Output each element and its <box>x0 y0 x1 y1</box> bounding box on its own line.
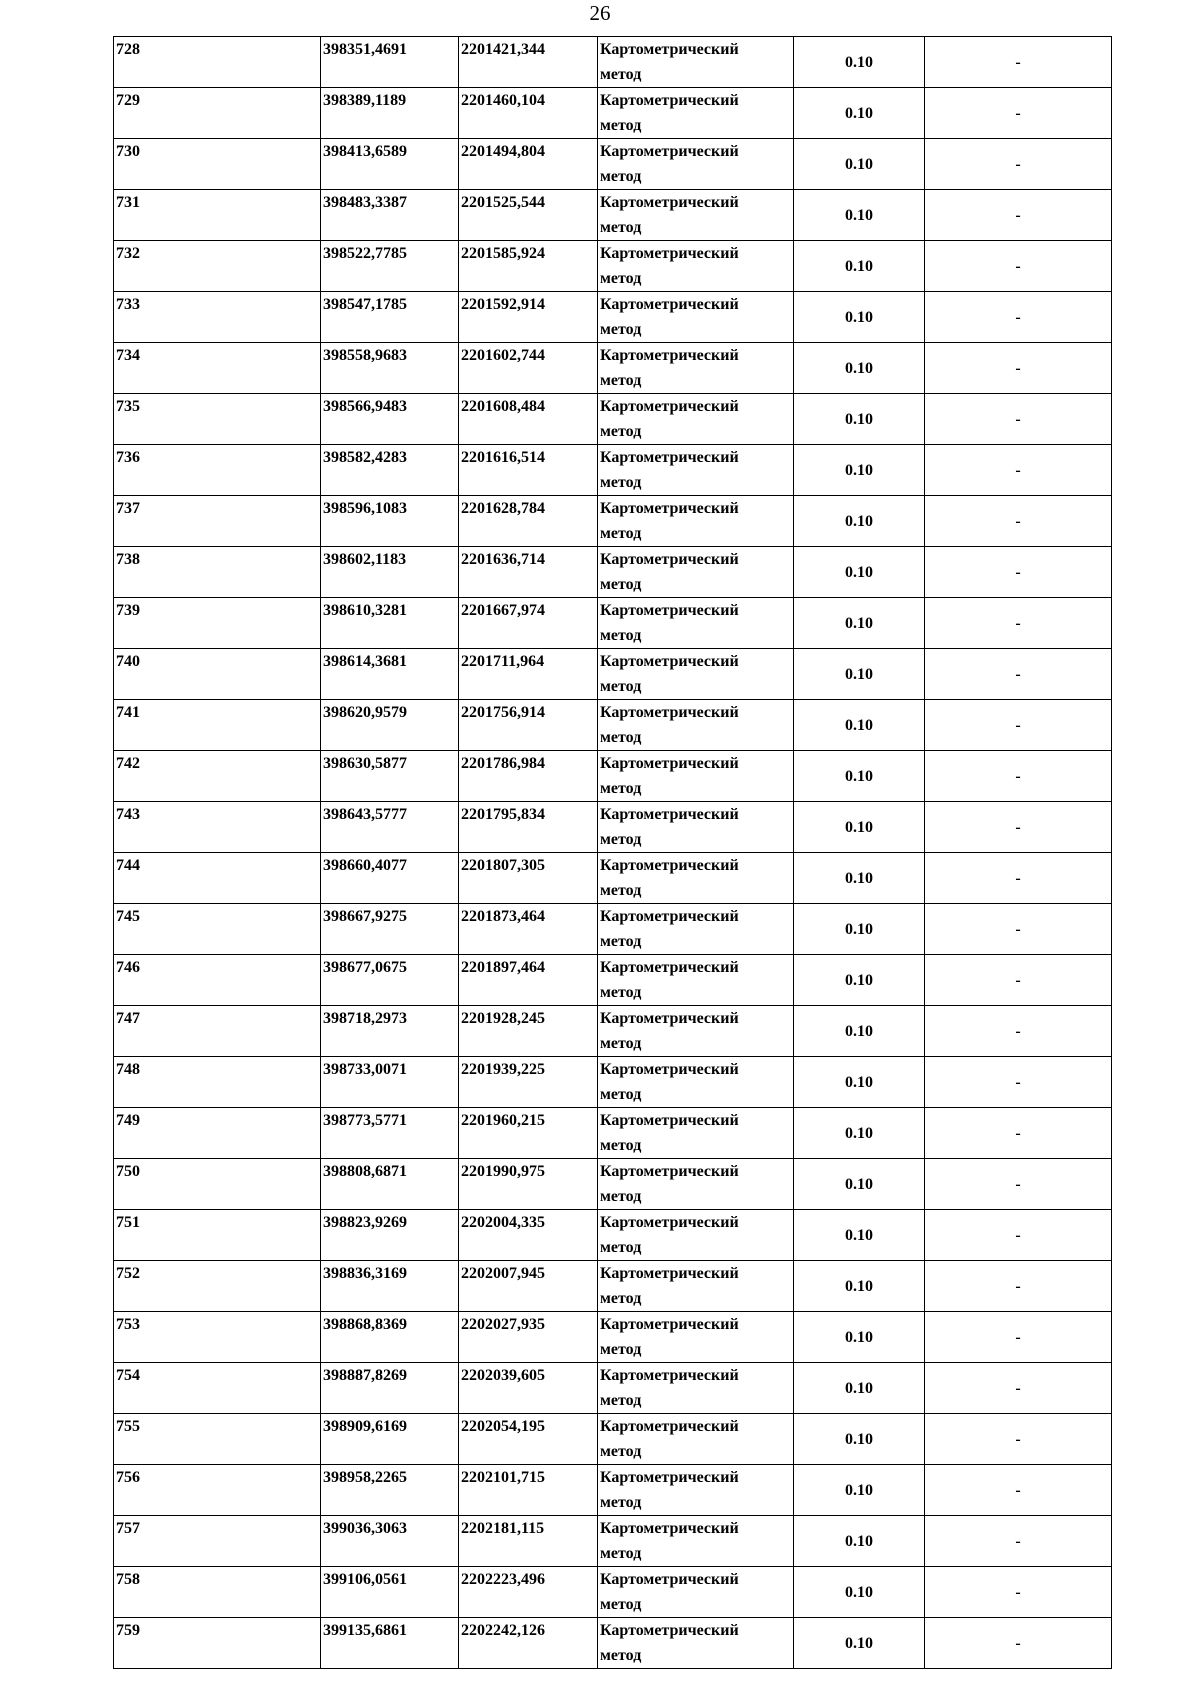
point-number-cell: 741 <box>114 700 321 751</box>
note-cell: - <box>925 343 1112 394</box>
method-cell <box>598 139 794 190</box>
accuracy-cell: 0.10 <box>794 751 925 802</box>
accuracy-cell: 0.10 <box>794 1159 925 1210</box>
table-row <box>114 241 1112 292</box>
point-number-cell: 735 <box>114 394 321 445</box>
y-coordinate-cell: 2201795,834 <box>459 802 598 853</box>
method-line-1: Картометрический <box>600 398 739 415</box>
method-line-2: метод <box>600 1188 642 1205</box>
y-coordinate-cell: 2201421,344 <box>459 37 598 88</box>
x-coordinate-cell: 398610,3281 <box>321 598 459 649</box>
method-line-2: метод <box>600 780 642 797</box>
method-line-1: Картометрический <box>600 806 739 823</box>
method-cell <box>598 1414 794 1465</box>
x-coordinate-cell: 398620,9579 <box>321 700 459 751</box>
accuracy-cell: 0.10 <box>794 1312 925 1363</box>
method-line-2: метод <box>600 372 642 389</box>
method-line-1: Картометрический <box>600 959 739 976</box>
note-cell: - <box>925 139 1112 190</box>
method-line-2: метод <box>600 117 642 134</box>
table-row <box>114 1057 1112 1108</box>
table-row <box>114 700 1112 751</box>
y-coordinate-cell: 2201636,714 <box>459 547 598 598</box>
accuracy-cell: 0.10 <box>794 1516 925 1567</box>
note-cell: - <box>925 88 1112 139</box>
method-cell <box>598 1618 794 1669</box>
point-number-cell: 742 <box>114 751 321 802</box>
point-number-cell: 736 <box>114 445 321 496</box>
method-line-2: метод <box>600 423 642 440</box>
accuracy-cell: 0.10 <box>794 1618 925 1669</box>
accuracy-cell: 0.10 <box>794 904 925 955</box>
method-cell <box>598 37 794 88</box>
point-number-cell: 730 <box>114 139 321 190</box>
x-coordinate-cell: 398558,9683 <box>321 343 459 394</box>
table-row <box>114 1006 1112 1057</box>
note-cell: - <box>925 1312 1112 1363</box>
note-cell: - <box>925 1618 1112 1669</box>
method-cell <box>598 1006 794 1057</box>
table-row <box>114 1618 1112 1669</box>
method-line-1: Картометрический <box>600 602 739 619</box>
y-coordinate-cell: 2201711,964 <box>459 649 598 700</box>
note-cell: - <box>925 1108 1112 1159</box>
y-coordinate-cell: 2202242,126 <box>459 1618 598 1669</box>
x-coordinate-cell: 398823,9269 <box>321 1210 459 1261</box>
table-row <box>114 1159 1112 1210</box>
x-coordinate-cell: 398596,1083 <box>321 496 459 547</box>
x-coordinate-cell: 398958,2265 <box>321 1465 459 1516</box>
point-number-cell: 745 <box>114 904 321 955</box>
method-line-2: метод <box>600 1137 642 1154</box>
y-coordinate-cell: 2201786,984 <box>459 751 598 802</box>
x-coordinate-cell: 398909,6169 <box>321 1414 459 1465</box>
method-line-1: Картометрический <box>600 1061 739 1078</box>
method-line-2: метод <box>600 1443 642 1460</box>
note-cell: - <box>925 802 1112 853</box>
method-line-2: метод <box>600 1341 642 1358</box>
point-number-cell: 740 <box>114 649 321 700</box>
method-line-1: Картометрический <box>600 1316 739 1333</box>
x-coordinate-cell: 398733,0071 <box>321 1057 459 1108</box>
table-row <box>114 1516 1112 1567</box>
point-number-cell: 747 <box>114 1006 321 1057</box>
method-cell <box>598 445 794 496</box>
y-coordinate-cell: 2202223,496 <box>459 1567 598 1618</box>
method-line-2: метод <box>600 270 642 287</box>
method-line-2: метод <box>600 168 642 185</box>
accuracy-cell: 0.10 <box>794 1057 925 1108</box>
note-cell: - <box>925 496 1112 547</box>
table-row <box>114 1465 1112 1516</box>
table-row <box>114 88 1112 139</box>
x-coordinate-cell: 398566,9483 <box>321 394 459 445</box>
point-number-cell: 749 <box>114 1108 321 1159</box>
method-line-1: Картометрический <box>600 500 739 517</box>
x-coordinate-cell: 398351,4691 <box>321 37 459 88</box>
method-line-1: Картометрический <box>600 1418 739 1435</box>
y-coordinate-cell: 2201939,225 <box>459 1057 598 1108</box>
method-cell <box>598 547 794 598</box>
y-coordinate-cell: 2201608,484 <box>459 394 598 445</box>
table-row <box>114 1210 1112 1261</box>
note-cell: - <box>925 445 1112 496</box>
method-cell <box>598 700 794 751</box>
method-line-1: Картометрический <box>600 1367 739 1384</box>
x-coordinate-cell: 398614,3681 <box>321 649 459 700</box>
y-coordinate-cell: 2201525,544 <box>459 190 598 241</box>
x-coordinate-cell: 398808,6871 <box>321 1159 459 1210</box>
x-coordinate-cell: 398389,1189 <box>321 88 459 139</box>
coordinates-table-body <box>114 37 1112 1669</box>
y-coordinate-cell: 2201960,215 <box>459 1108 598 1159</box>
y-coordinate-cell: 2201628,784 <box>459 496 598 547</box>
method-cell <box>598 1567 794 1618</box>
point-number-cell: 756 <box>114 1465 321 1516</box>
x-coordinate-cell: 399135,6861 <box>321 1618 459 1669</box>
table-row <box>114 139 1112 190</box>
accuracy-cell: 0.10 <box>794 88 925 139</box>
y-coordinate-cell: 2201592,914 <box>459 292 598 343</box>
method-line-2: метод <box>600 1392 642 1409</box>
method-cell <box>598 1159 794 1210</box>
point-number-cell: 728 <box>114 37 321 88</box>
y-coordinate-cell: 2202181,115 <box>459 1516 598 1567</box>
method-line-1: Картометрический <box>600 143 739 160</box>
accuracy-cell: 0.10 <box>794 394 925 445</box>
method-line-1: Картометрический <box>600 1469 739 1486</box>
y-coordinate-cell: 2201460,104 <box>459 88 598 139</box>
method-line-2: метод <box>600 1494 642 1511</box>
method-line-1: Картометрический <box>600 449 739 466</box>
method-cell <box>598 190 794 241</box>
method-line-2: метод <box>600 933 642 950</box>
method-line-1: Картометрический <box>600 908 739 925</box>
method-cell <box>598 904 794 955</box>
accuracy-cell: 0.10 <box>794 445 925 496</box>
coordinates-table <box>113 36 1112 1669</box>
method-line-2: метод <box>600 1545 642 1562</box>
point-number-cell: 751 <box>114 1210 321 1261</box>
method-line-1: Картометрический <box>600 653 739 670</box>
x-coordinate-cell: 399106,0561 <box>321 1567 459 1618</box>
method-line-1: Картометрический <box>600 704 739 721</box>
method-cell <box>598 1108 794 1159</box>
accuracy-cell: 0.10 <box>794 1261 925 1312</box>
table-row <box>114 955 1112 1006</box>
method-line-2: метод <box>600 984 642 1001</box>
y-coordinate-cell: 2201807,305 <box>459 853 598 904</box>
note-cell: - <box>925 292 1112 343</box>
method-line-1: Картометрический <box>600 551 739 568</box>
x-coordinate-cell: 398522,7785 <box>321 241 459 292</box>
y-coordinate-cell: 2201928,245 <box>459 1006 598 1057</box>
note-cell: - <box>925 1159 1112 1210</box>
method-cell <box>598 1465 794 1516</box>
accuracy-cell: 0.10 <box>794 547 925 598</box>
y-coordinate-cell: 2201616,514 <box>459 445 598 496</box>
method-cell <box>598 955 794 1006</box>
y-coordinate-cell: 2202007,945 <box>459 1261 598 1312</box>
x-coordinate-cell: 398718,2973 <box>321 1006 459 1057</box>
method-cell <box>598 802 794 853</box>
point-number-cell: 737 <box>114 496 321 547</box>
method-line-1: Картометрический <box>600 1622 739 1639</box>
table-row <box>114 1108 1112 1159</box>
method-line-2: метод <box>600 1647 642 1664</box>
table-row <box>114 904 1112 955</box>
page-number: 26 <box>589 1 611 25</box>
y-coordinate-cell: 2201990,975 <box>459 1159 598 1210</box>
point-number-cell: 752 <box>114 1261 321 1312</box>
accuracy-cell: 0.10 <box>794 1006 925 1057</box>
method-cell <box>598 649 794 700</box>
method-line-1: Картометрический <box>600 1571 739 1588</box>
method-line-2: метод <box>600 1290 642 1307</box>
method-line-2: метод <box>600 729 642 746</box>
note-cell: - <box>925 1261 1112 1312</box>
point-number-cell: 750 <box>114 1159 321 1210</box>
note-cell: - <box>925 1210 1112 1261</box>
y-coordinate-cell: 2202027,935 <box>459 1312 598 1363</box>
method-line-1: Картометрический <box>600 857 739 874</box>
accuracy-cell: 0.10 <box>794 700 925 751</box>
note-cell: - <box>925 853 1112 904</box>
method-line-1: Картометрический <box>600 347 739 364</box>
table-row <box>114 751 1112 802</box>
point-number-cell: 753 <box>114 1312 321 1363</box>
method-line-1: Картометрический <box>600 92 739 109</box>
table-row <box>114 547 1112 598</box>
y-coordinate-cell: 2201897,464 <box>459 955 598 1006</box>
method-line-2: метод <box>600 321 642 338</box>
note-cell: - <box>925 955 1112 1006</box>
method-cell <box>598 1261 794 1312</box>
method-line-2: метод <box>600 525 642 542</box>
accuracy-cell: 0.10 <box>794 292 925 343</box>
accuracy-cell: 0.10 <box>794 802 925 853</box>
note-cell: - <box>925 241 1112 292</box>
accuracy-cell: 0.10 <box>794 1363 925 1414</box>
table-row <box>114 343 1112 394</box>
y-coordinate-cell: 2201756,914 <box>459 700 598 751</box>
x-coordinate-cell: 398667,9275 <box>321 904 459 955</box>
note-cell: - <box>925 598 1112 649</box>
method-line-2: метод <box>600 576 642 593</box>
method-line-1: Картометрический <box>600 1520 739 1537</box>
point-number-cell: 755 <box>114 1414 321 1465</box>
y-coordinate-cell: 2202101,715 <box>459 1465 598 1516</box>
accuracy-cell: 0.10 <box>794 1108 925 1159</box>
note-cell: - <box>925 904 1112 955</box>
y-coordinate-cell: 2201873,464 <box>459 904 598 955</box>
note-cell: - <box>925 1567 1112 1618</box>
method-line-2: метод <box>600 1596 642 1613</box>
table-row <box>114 1261 1112 1312</box>
point-number-cell: 738 <box>114 547 321 598</box>
method-line-2: метод <box>600 678 642 695</box>
method-line-2: метод <box>600 474 642 491</box>
note-cell: - <box>925 1363 1112 1414</box>
accuracy-cell: 0.10 <box>794 1465 925 1516</box>
point-number-cell: 733 <box>114 292 321 343</box>
x-coordinate-cell: 398773,5771 <box>321 1108 459 1159</box>
table-row <box>114 853 1112 904</box>
note-cell: - <box>925 1006 1112 1057</box>
method-line-1: Картометрический <box>600 1112 739 1129</box>
note-cell: - <box>925 1057 1112 1108</box>
method-line-2: метод <box>600 1239 642 1256</box>
y-coordinate-cell: 2201602,744 <box>459 343 598 394</box>
point-number-cell: 731 <box>114 190 321 241</box>
x-coordinate-cell: 398483,3387 <box>321 190 459 241</box>
method-line-2: метод <box>600 219 642 236</box>
method-cell <box>598 496 794 547</box>
accuracy-cell: 0.10 <box>794 598 925 649</box>
method-line-2: метод <box>600 66 642 83</box>
y-coordinate-cell: 2201585,924 <box>459 241 598 292</box>
note-cell: - <box>925 700 1112 751</box>
note-cell: - <box>925 547 1112 598</box>
accuracy-cell: 0.10 <box>794 190 925 241</box>
point-number-cell: 757 <box>114 1516 321 1567</box>
y-coordinate-cell: 2202004,335 <box>459 1210 598 1261</box>
x-coordinate-cell: 398547,1785 <box>321 292 459 343</box>
method-line-1: Картометрический <box>600 1214 739 1231</box>
accuracy-cell: 0.10 <box>794 955 925 1006</box>
point-number-cell: 739 <box>114 598 321 649</box>
table-row <box>114 1312 1112 1363</box>
method-cell <box>598 88 794 139</box>
point-number-cell: 754 <box>114 1363 321 1414</box>
x-coordinate-cell: 398413,6589 <box>321 139 459 190</box>
note-cell: - <box>925 751 1112 802</box>
table-row <box>114 445 1112 496</box>
method-cell <box>598 241 794 292</box>
x-coordinate-cell: 398677,0675 <box>321 955 459 1006</box>
table-row <box>114 496 1112 547</box>
table-row <box>114 1363 1112 1414</box>
x-coordinate-cell: 398643,5777 <box>321 802 459 853</box>
method-cell <box>598 1516 794 1567</box>
accuracy-cell: 0.10 <box>794 1414 925 1465</box>
table-row <box>114 1567 1112 1618</box>
point-number-cell: 729 <box>114 88 321 139</box>
accuracy-cell: 0.10 <box>794 649 925 700</box>
method-cell <box>598 1363 794 1414</box>
x-coordinate-cell: 398887,8269 <box>321 1363 459 1414</box>
accuracy-cell: 0.10 <box>794 853 925 904</box>
method-line-1: Картометрический <box>600 1265 739 1282</box>
point-number-cell: 759 <box>114 1618 321 1669</box>
x-coordinate-cell: 398582,4283 <box>321 445 459 496</box>
point-number-cell: 732 <box>114 241 321 292</box>
method-line-2: метод <box>600 1086 642 1103</box>
accuracy-cell: 0.10 <box>794 139 925 190</box>
method-line-1: Картометрический <box>600 41 739 58</box>
y-coordinate-cell: 2202054,195 <box>459 1414 598 1465</box>
method-cell <box>598 292 794 343</box>
point-number-cell: 748 <box>114 1057 321 1108</box>
point-number-cell: 758 <box>114 1567 321 1618</box>
accuracy-cell: 0.10 <box>794 37 925 88</box>
note-cell: - <box>925 190 1112 241</box>
method-cell <box>598 394 794 445</box>
x-coordinate-cell: 398660,4077 <box>321 853 459 904</box>
method-cell <box>598 598 794 649</box>
x-coordinate-cell: 399036,3063 <box>321 1516 459 1567</box>
note-cell: - <box>925 394 1112 445</box>
x-coordinate-cell: 398836,3169 <box>321 1261 459 1312</box>
method-cell <box>598 343 794 394</box>
table-row <box>114 292 1112 343</box>
table-row <box>114 649 1112 700</box>
note-cell: - <box>925 1516 1112 1567</box>
method-line-1: Картометрический <box>600 194 739 211</box>
accuracy-cell: 0.10 <box>794 241 925 292</box>
table-row <box>114 598 1112 649</box>
y-coordinate-cell: 2202039,605 <box>459 1363 598 1414</box>
accuracy-cell: 0.10 <box>794 1210 925 1261</box>
note-cell: - <box>925 1414 1112 1465</box>
table-row <box>114 37 1112 88</box>
x-coordinate-cell: 398602,1183 <box>321 547 459 598</box>
accuracy-cell: 0.10 <box>794 343 925 394</box>
method-cell <box>598 751 794 802</box>
method-line-2: метод <box>600 831 642 848</box>
method-line-1: Картометрический <box>600 245 739 262</box>
method-cell <box>598 1057 794 1108</box>
point-number-cell: 744 <box>114 853 321 904</box>
method-line-1: Картометрический <box>600 296 739 313</box>
y-coordinate-cell: 2201494,804 <box>459 139 598 190</box>
accuracy-cell: 0.10 <box>794 1567 925 1618</box>
point-number-cell: 734 <box>114 343 321 394</box>
point-number-cell: 743 <box>114 802 321 853</box>
note-cell: - <box>925 37 1112 88</box>
x-coordinate-cell: 398630,5877 <box>321 751 459 802</box>
table-row <box>114 190 1112 241</box>
method-line-1: Картометрический <box>600 755 739 772</box>
method-cell <box>598 1210 794 1261</box>
table-row <box>114 1414 1112 1465</box>
method-line-2: метод <box>600 882 642 899</box>
accuracy-cell: 0.10 <box>794 496 925 547</box>
method-line-2: метод <box>600 1035 642 1052</box>
method-line-2: метод <box>600 627 642 644</box>
note-cell: - <box>925 649 1112 700</box>
note-cell: - <box>925 1465 1112 1516</box>
table-row <box>114 394 1112 445</box>
method-line-1: Картометрический <box>600 1010 739 1027</box>
method-cell <box>598 853 794 904</box>
point-number-cell: 746 <box>114 955 321 1006</box>
table-row <box>114 802 1112 853</box>
y-coordinate-cell: 2201667,974 <box>459 598 598 649</box>
method-cell <box>598 1312 794 1363</box>
method-line-1: Картометрический <box>600 1163 739 1180</box>
x-coordinate-cell: 398868,8369 <box>321 1312 459 1363</box>
